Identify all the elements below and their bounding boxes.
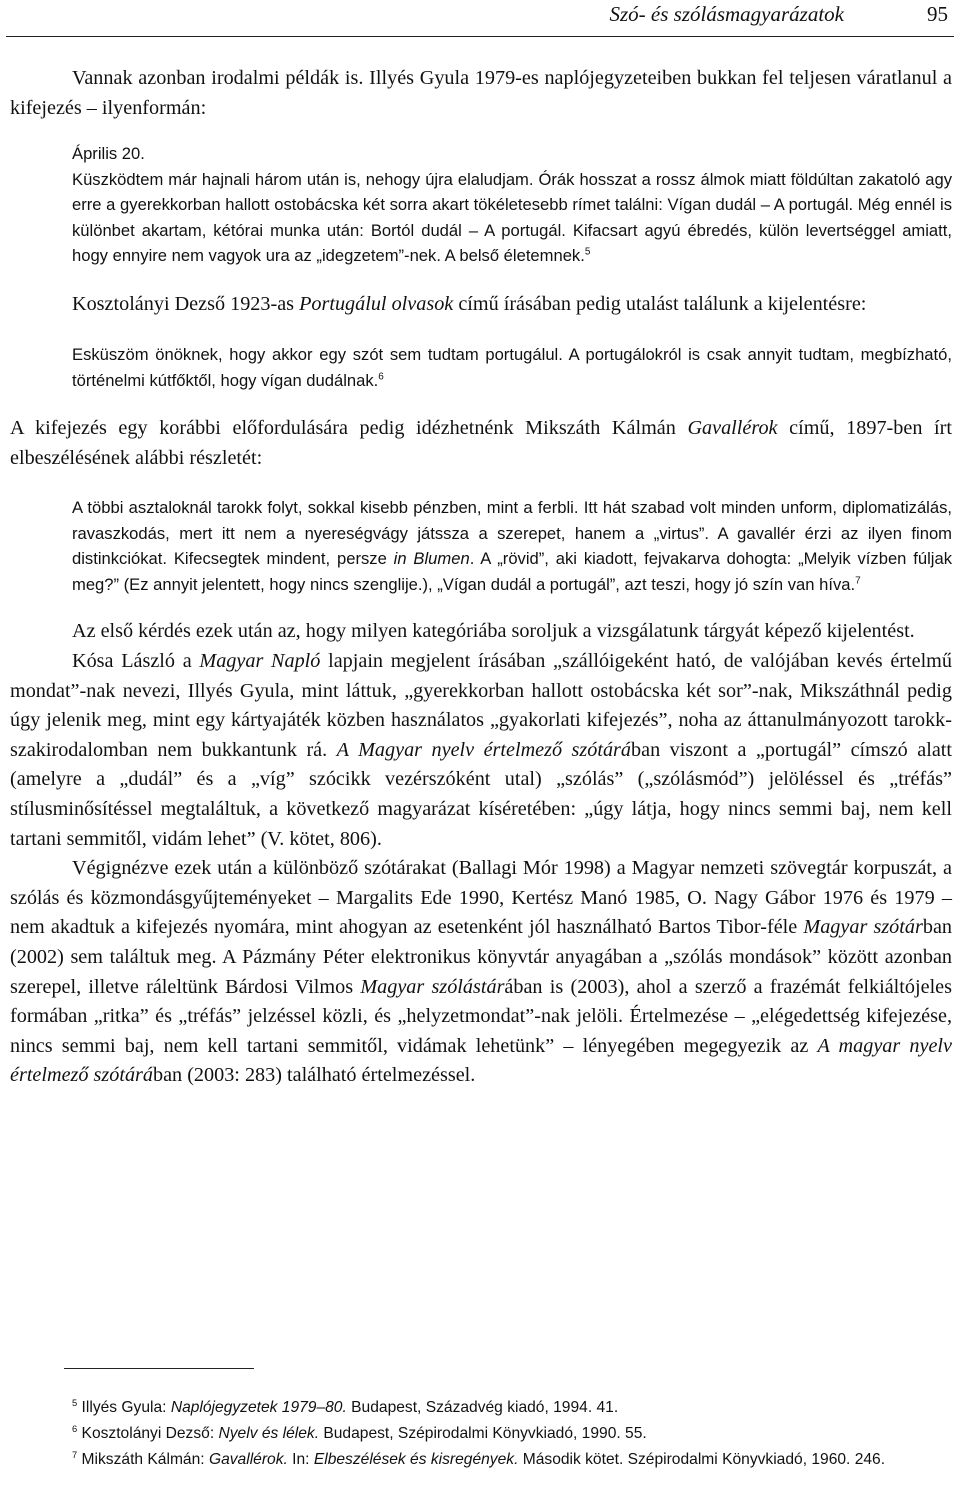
- title-ertelmezo-szotar-2: A magyar nyelv értelmező szótárá: [10, 1034, 952, 1087]
- footnote-ref-5: 5: [584, 246, 591, 258]
- paragraph-mikszath-text: A kifejezés egy korábbi előfordulására pedig idézhetnénk Mikszáth Kálmán: [10, 417, 688, 440]
- footnote-title: Gavallérok.: [208, 1451, 288, 1468]
- title-ertelmezo-szotar: A Magyar nyelv értelmező szótárá: [336, 738, 632, 761]
- paragraph-kosztolanyi-text-end: című írásában pedig utalást találunk a kijelentésre:: [453, 292, 867, 315]
- title-portugalul-olvasok: Portugálul olvasok: [299, 292, 454, 315]
- footnote-text: Budapest, Szépirodalmi Könyvkiadó, 1990. 55.: [319, 1425, 647, 1442]
- paragraph-intro: Vannak azonban irodalmi példák is. Illyés Gyula 1979-es naplójegyzeteiben bukkan fel teljesen váratlanul a kifejezés – ilyenformán:: [10, 67, 952, 119]
- footnote-ref-6: 6: [378, 371, 384, 383]
- footnotes: [10, 1395, 952, 1473]
- page-number: 95: [927, 2, 948, 26]
- paragraph-kosztolanyi-text: Kosztolányi Dezső 1923-as: [72, 292, 300, 315]
- title-magyar-szolastar: Magyar szólástár: [360, 975, 505, 998]
- paragraph-dictionaries-text-2: ban (2002) sem találtuk meg. A Pázmány Péter elektronikus könyvtár anyagában a „szólás mondások” között azonban szerepel, illetve ráleltünk Bárdosi Vilmos: [10, 916, 952, 998]
- paragraph-dictionaries-text-3: ában is (2003), ahol a szerző a frazémát felkiáltójeles formában „ritka” és „tréfás” jelzéssel közli, és „helyzetmondat”-nak jelöli. Értelmezése – „elégedettség kifejezése, nincs semmi baj, nem kell tartani semmitől, vidámak lehetünk” – lényegében megegyezik az: [10, 975, 952, 1057]
- footnote-text: Budapest, Századvég kiadó, 1994. 41.: [346, 1399, 619, 1416]
- quote-kosztolanyi-text: Esküszöm önöknek, hogy akkor egy szót sem tudtam portugálul. A portugálokról is csak annyit tudtam, megbízható, történelmi kútfőktől, hogy vígan dudálnak.: [72, 345, 952, 390]
- quote-mikszath-text-end: . A „rövid”, aki kiadott, fejvakarva dohogta: „Melyik vízben fúljak meg?” (Ez annyit jelentett, hogy nincs szenglije.), „Vígan dudál a portugál”, azt teszi, hogy jó szín van híva.: [72, 549, 952, 594]
- footnote-text: Kosztolányi Dezső:: [77, 1425, 219, 1442]
- paragraph-mikszath-text-end: című, 1897-ben írt elbeszélésének alábbi részletét:: [10, 417, 952, 469]
- footnote-5: [10, 1395, 952, 1421]
- paragraph-question: Az első kérdés ezek után az, hogy milyen kategóriába soroljuk a vizsgálatunk tárgyát képező kijelentést.: [72, 620, 915, 643]
- paragraph-kosa-text-3: ban viszont a „portugál” címszó alatt (amelyre a „dudál” és a „víg” szócikk vezérszóként utal) „szólás” („szólásmód”) jelöléssel és „tréfás” stílusminősítéssel megtaláltuk, a következő magyarázat kíséretében: „úgy látja, hogy nincs semmi baj, nem kell tartani semmitől, vidám lehet” (V. kötet, 806).: [10, 738, 952, 850]
- paragraph-dictionaries-text-4: ban (2003: 283) található értelmezéssel.: [153, 1064, 476, 1087]
- title-magyar-naplo: Magyar Napló: [199, 650, 321, 673]
- paragraph-kosa: [10, 647, 952, 854]
- quote-kosztolanyi: [10, 342, 952, 393]
- quote-illyes: [10, 167, 952, 269]
- paragraph-kosztolanyi: [10, 290, 952, 320]
- running-header: [6, 0, 954, 37]
- footnote-title: Nyelv és lélek.: [218, 1425, 320, 1442]
- title-gavallerok: Gavallérok: [687, 417, 778, 440]
- quote-mikszath-text: A többi asztaloknál tarokk folyt, sokkal kisebb pénzben, mint a ferbli. Itt hát szabad volt minden unform, diplomatizálás, ravaszkodás, mert itt nem a nyereségvágy játssza a szerepet, hanem a „virtus”. A gavallér érzi az ilyen finom distinkciókat. Kifecsegtek mindent, persze: [72, 498, 952, 569]
- title-magyar-szotar: Magyar szótár: [803, 916, 923, 939]
- footnote-number: 5: [72, 1397, 78, 1408]
- footnote-number: 7: [72, 1449, 78, 1460]
- footnote-7: [10, 1447, 952, 1473]
- footnote-text: Illyés Gyula:: [77, 1399, 171, 1416]
- paragraph-dictionaries-text-1: Végignézve ezek után a különböző szótárakat (Ballagi Mór 1998) a Magyar nemzeti szövegtár korpuszát, a szólás és közmondásgyűjteményeket – Margalits Ede 1990, Kertész Manó 1985, O. Nagy Gábor 1976 és 1979 – nem akadtuk a kifejezés nyomára, mint ahogyan az esetenként jól használható Bartos Tibor-féle: [10, 857, 952, 939]
- footnote-6: [10, 1421, 952, 1447]
- running-title: Szó- és szólásmagyarázatok: [609, 2, 844, 26]
- paragraph-kosa-text-1: Kósa László a: [72, 650, 200, 673]
- phrase-in-blumen: in Blumen: [393, 549, 470, 569]
- page-body: [10, 64, 952, 1091]
- paragraph-dictionaries: [10, 854, 952, 1091]
- paragraph-mikszath: [10, 414, 952, 473]
- quote-date: Április 20.: [72, 144, 145, 164]
- footnote-text: Második kötet. Szépirodalmi Könyvkiadó, 1960. 246.: [518, 1451, 886, 1468]
- footnote-title: Elbeszélések és kisregények.: [313, 1451, 519, 1468]
- quote-mikszath: [10, 495, 952, 597]
- quote-illyes-text: Küszködtem már hajnali három után is, nehogy újra elaludjam. Órák hosszat a rossz álmok miatt földúltan zakatoló agy erre a gyerekkorban hallott ostobácska két sorra akart tökéletesebb rímet találni: Vígan dudál – A portugál. Még ennél is különbet akartam, kétórai munka után: Bortól dudál – A portugál. Kifacsart agyú ébredés, külön levertséggel amiatt, hogy ennyire nem vagyok ura az „idegzetem”-nek. A belső életemnek.: [72, 169, 952, 266]
- footnote-text: In:: [287, 1451, 314, 1468]
- paragraph-kosa-text-2: lapjain megjelent írásában „szállóigeként ható, de valójában kevés értelmű mondat”-nak nevezi, Illyés Gyula, mint láttuk, „gyerekkorban hallott ostobácska két sor”-nak, Mikszáthnál pedig úgy jelenik meg, mint egy kártyajáték közben használatos „gyakorlati kifejezés”, noha az áttanulmányozott tarokk-szakirodalomban nem bukkantunk rá.: [10, 650, 952, 761]
- footnote-text: Mikszáth Kálmán:: [77, 1451, 209, 1468]
- footnote-title: Naplójegyzetek 1979–80.: [170, 1399, 347, 1416]
- footnote-number: 6: [72, 1423, 78, 1434]
- footnote-divider: [64, 1368, 254, 1369]
- footnote-ref-7: 7: [855, 575, 861, 587]
